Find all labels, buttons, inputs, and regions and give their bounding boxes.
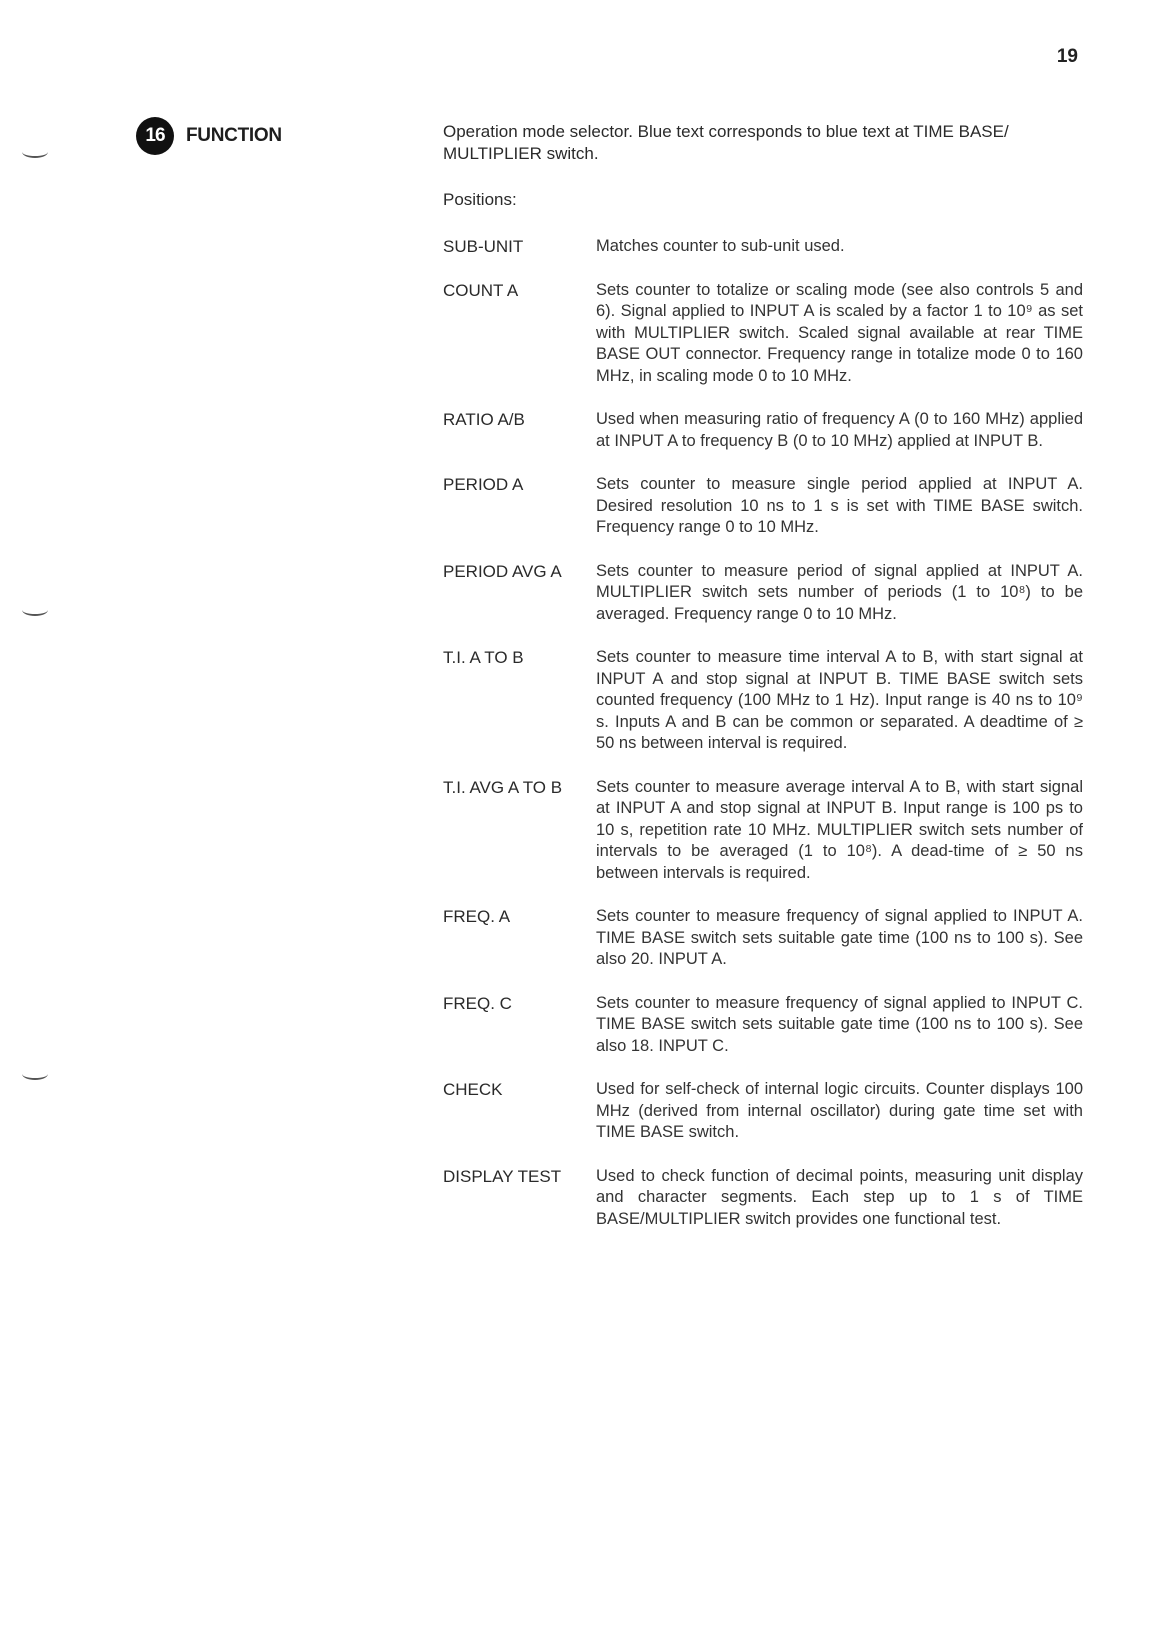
position-entry-display-test	[443, 1166, 1083, 1231]
position-entry-sub-unit	[443, 236, 1083, 258]
position-entry-period-a	[443, 474, 1083, 539]
position-term: FREQ. A	[443, 907, 511, 926]
position-term: T.I. AVG A TO B	[443, 777, 563, 797]
position-entry-count-a	[443, 280, 1083, 388]
position-description: Sets counter to totalize or scaling mode (see also controls 5 and 6). Signal applied to INPUT A is scaled by a factor 1 to 10⁹ as set with MULTIPLIER switch. Scaled signal available at rear TIME BASE OUT connector. Frequency range in totalize mode 0 to 160 MHz, in scaling mode 0 to 10 MHz.	[596, 280, 1083, 385]
position-entry-period-avg-a	[443, 561, 1083, 626]
position-description: Used for self-check of internal logic circuits. Counter displays 100 MHz (derived from internal oscillator) during gate time set with TIME BASE switch.	[596, 1080, 1083, 1141]
control-name: FUNCTION	[186, 125, 282, 146]
position-term: RATIO A/B	[443, 410, 525, 429]
positions-label: Positions:	[443, 190, 517, 209]
control-heading	[136, 117, 282, 155]
position-term: CHECK	[443, 1080, 503, 1099]
position-description: Used when measuring ratio of frequency A (0 to 160 MHz) applied at INPUT A to frequency B (0 to 10 MHz) applied at INPUT B.	[596, 410, 1083, 450]
position-description: Sets counter to measure average interval A to B, with start signal at INPUT A and stop signal at INPUT B. Input range is 100 ps to 10 s, repetition rate 10 MHz. MULTIPLIER switch sets number of intervals to be averaged (1 to 10⁸). A dead-time of ≥ 50 ns between intervals is required.	[596, 777, 1083, 882]
position-term: DISPLAY TEST	[443, 1166, 562, 1186]
control-number-badge: 16	[136, 117, 174, 155]
position-description: Sets counter to measure frequency of signal applied to INPUT A. TIME BASE switch sets suitable gate time (100 ns to 100 s). See also 20. INPUT A.	[596, 907, 1083, 968]
position-term: SUB-UNIT	[443, 237, 524, 256]
position-description: Sets counter to measure time interval A to B, with start signal at INPUT A and stop signal at INPUT B. TIME BASE switch sets counted frequency (100 MHz to 1 Hz). Input range is 40 ns to 10⁹ s. Inputs A and B can be common or separated. A deadtime of ≥ 50 ns between interval is required.	[596, 648, 1083, 752]
position-entry-check	[443, 1079, 1083, 1144]
position-term: COUNT A	[443, 280, 519, 300]
position-term: T.I. A TO B	[443, 648, 524, 667]
position-entry-freq-c	[443, 993, 1083, 1058]
position-term: FREQ. C	[443, 993, 512, 1013]
page-number: 19	[1056, 46, 1078, 67]
binding-hole-mark	[22, 146, 48, 158]
position-description: Sets counter to measure period of signal applied at INPUT A. MULTIPLIER switch sets number of periods (1 to 10⁸) to be averaged. Frequency range 0 to 10 MHz.	[596, 561, 1083, 623]
position-entry-ti-avg-a-to-b	[443, 777, 1083, 885]
position-description: Sets counter to measure single period applied at INPUT A. Desired resolution 10 ns to 1 s is set with TIME BASE switch. Frequency range 0 to 10 MHz.	[596, 475, 1083, 536]
position-description: Matches counter to sub-unit used.	[596, 237, 845, 255]
positions-list	[443, 236, 1083, 1252]
position-term: PERIOD A	[443, 475, 524, 494]
binding-hole-mark	[22, 1068, 48, 1080]
position-term: PERIOD AVG A	[443, 561, 562, 581]
position-description: Sets counter to measure frequency of signal applied to INPUT C. TIME BASE switch sets suitable gate time (100 ns to 100 s). See also 18. INPUT C.	[596, 993, 1083, 1055]
binding-hole-mark	[22, 604, 48, 616]
position-entry-ratio-a-b	[443, 409, 1083, 452]
position-entry-ti-a-to-b	[443, 647, 1083, 755]
position-entry-freq-a	[443, 906, 1083, 971]
intro-paragraph: Operation mode selector. Blue text corresponds to blue text at TIME BASE/ MULTIPLIER switch.	[443, 122, 1009, 163]
position-description: Used to check function of decimal points, measuring unit display and character segments. Each step up to 1 s of TIME BASE/MULTIPLIER switch provides one functional test.	[596, 1166, 1083, 1228]
